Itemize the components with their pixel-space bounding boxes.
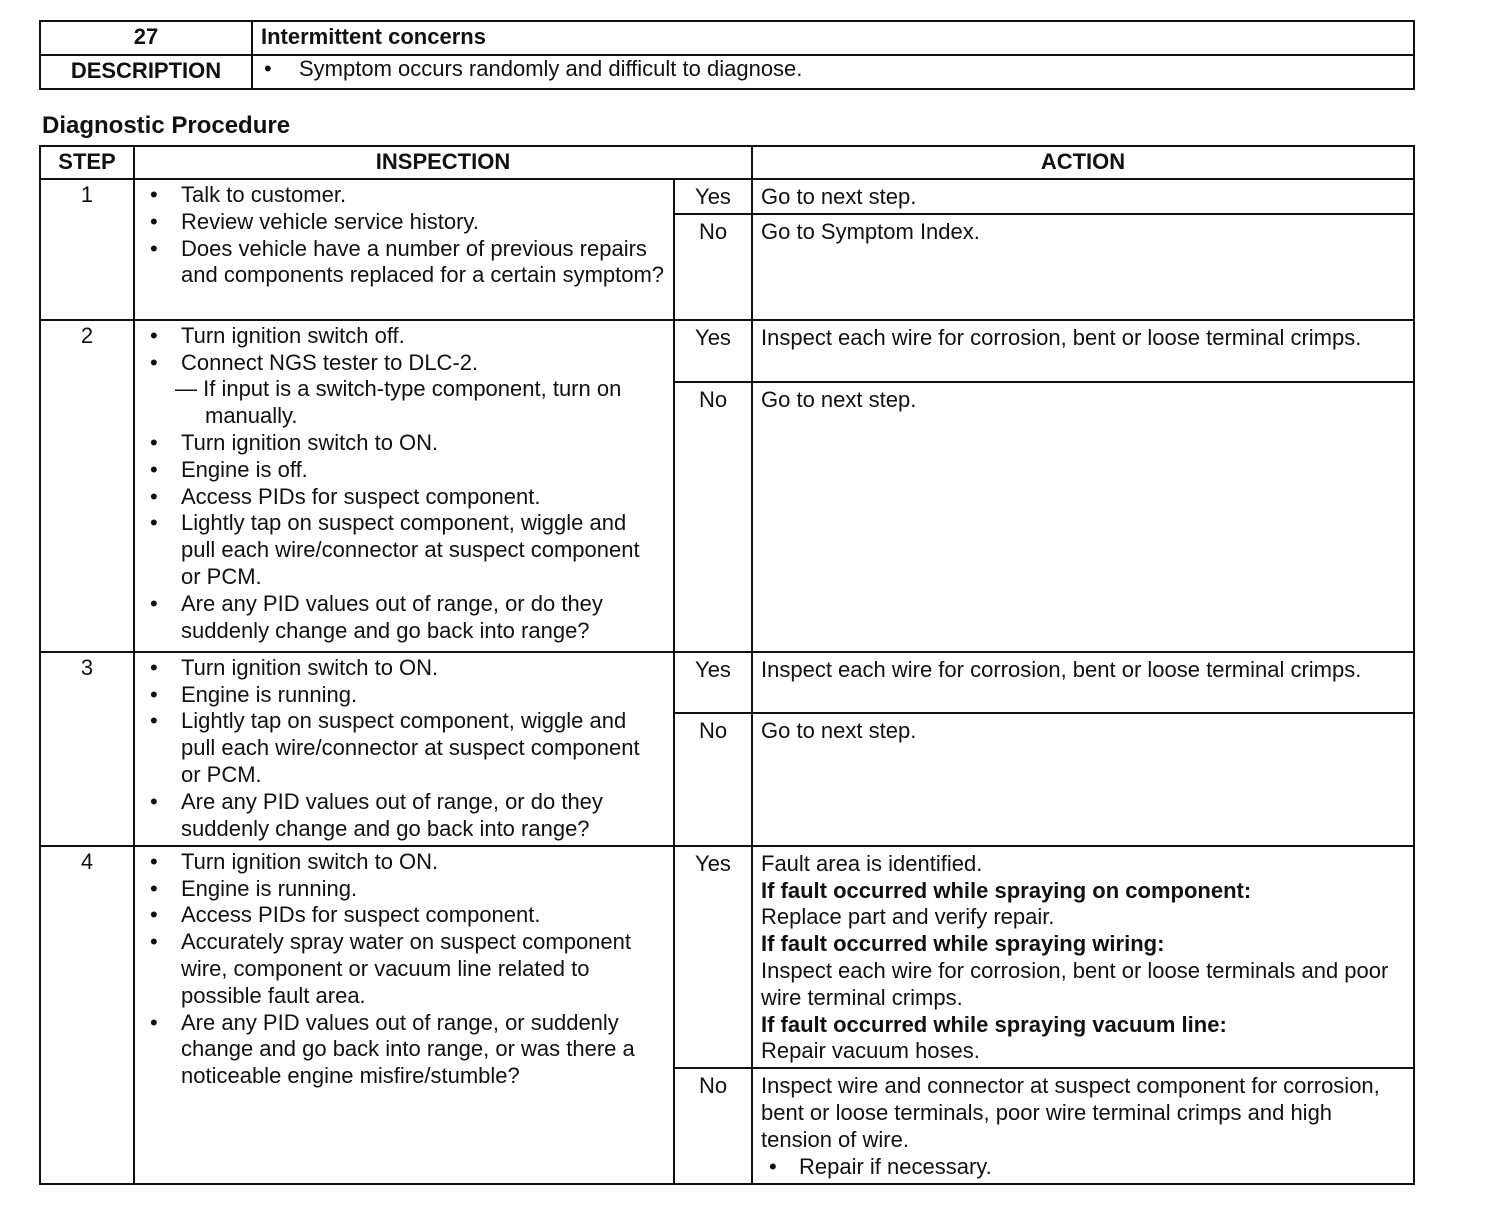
inspection-item: • Are any PID values out of range, or do they suddenly change and go back into range? bbox=[147, 591, 665, 645]
step-number: 4 bbox=[40, 846, 134, 1184]
description-text: • Symptom occurs randomly and difficult to diagnose. bbox=[261, 56, 1413, 83]
inspection-item: • Turn ignition switch off. bbox=[147, 323, 665, 350]
concern-title: Intermittent concerns bbox=[252, 21, 1414, 55]
description-cell bbox=[252, 55, 1414, 89]
no-label: No bbox=[674, 1068, 752, 1184]
no-action: Go to Symptom Index. bbox=[752, 214, 1414, 320]
step-inspection bbox=[134, 320, 674, 652]
step-number: 3 bbox=[40, 652, 134, 846]
inspection-item: • Access PIDs for suspect component. bbox=[147, 484, 665, 511]
no-action: Go to next step. bbox=[752, 382, 1414, 652]
inspection-header: INSPECTION bbox=[134, 146, 752, 179]
no-label: No bbox=[674, 214, 752, 320]
step-inspection bbox=[134, 179, 674, 320]
action-text: Repair vacuum hoses. bbox=[761, 1038, 980, 1064]
step-inspection bbox=[134, 846, 674, 1184]
inspection-item: • Review vehicle service history. bbox=[147, 209, 665, 236]
yes-label: Yes bbox=[674, 846, 752, 1068]
action-heading: If fault occurred while spraying on component: bbox=[761, 877, 1252, 903]
inspection-item: • Turn ignition switch to ON. bbox=[147, 655, 665, 682]
yes-label: Yes bbox=[674, 320, 752, 382]
step-header: STEP bbox=[40, 146, 134, 179]
yes-label: Yes bbox=[674, 652, 752, 713]
inspection-item: • Are any PID values out of range, or suddenly change and go back into range, or was there a noticeable engine misfire/stumble? bbox=[147, 1010, 665, 1090]
action-header: ACTION bbox=[752, 146, 1414, 179]
no-label: No bbox=[674, 713, 752, 846]
inspection-item: • Access PIDs for suspect component. bbox=[147, 902, 665, 929]
action-text: Inspect wire and connector at suspect component for corrosion, bent or loose terminals, poor wire terminal crimps and high tension of wire. bbox=[761, 1073, 1380, 1152]
step-number: 1 bbox=[40, 179, 134, 320]
no-action bbox=[752, 1068, 1414, 1184]
inspection-item: • Engine is off. bbox=[147, 457, 665, 484]
no-action: Go to next step. bbox=[752, 713, 1414, 846]
inspection-item: • Turn ignition switch to ON. bbox=[147, 849, 665, 876]
diagnostic-table bbox=[39, 145, 1415, 1185]
inspection-item: • Engine is running. bbox=[147, 876, 665, 903]
inspection-item: • Are any PID values out of range, or do they suddenly change and go back into range? bbox=[147, 789, 665, 843]
inspection-item: • Accurately spray water on suspect component wire, component or vacuum line related to possible fault area. bbox=[147, 929, 665, 1009]
section-title: Diagnostic Procedure bbox=[42, 112, 291, 139]
action-bullet: • Repair if necessary. bbox=[761, 1154, 1405, 1181]
inspection-item: • Lightly tap on suspect component, wiggle and pull each wire/connector at suspect component or PCM. bbox=[147, 708, 665, 788]
step-inspection bbox=[134, 652, 674, 846]
yes-action: Go to next step. bbox=[752, 179, 1414, 214]
header-table bbox=[39, 20, 1415, 90]
description-label: DESCRIPTION bbox=[40, 55, 252, 89]
step-number: 2 bbox=[40, 320, 134, 652]
action-text: Inspect each wire for corrosion, bent or loose terminals and poor wire terminal crimps. bbox=[761, 957, 1389, 1010]
concern-number: 27 bbox=[40, 21, 252, 55]
inspection-item: • Talk to customer. bbox=[147, 182, 665, 209]
action-heading: If fault occurred while spraying wiring: bbox=[761, 931, 1165, 957]
action-heading: If fault occurred while spraying vacuum line: bbox=[761, 1011, 1227, 1037]
inspection-item: • Lightly tap on suspect component, wiggle and pull each wire/connector at suspect component or PCM. bbox=[147, 510, 665, 590]
inspection-item: • Turn ignition switch to ON. bbox=[147, 430, 665, 457]
action-text: Fault area is identified. bbox=[761, 850, 983, 876]
yes-label: Yes bbox=[674, 179, 752, 214]
inspection-subitem: — If input is a switch-type component, turn on manually. bbox=[175, 376, 622, 429]
inspection-item: • Engine is running. bbox=[147, 682, 665, 709]
action-text: Replace part and verify repair. bbox=[761, 904, 1055, 930]
inspection-item: • Does vehicle have a number of previous repairs and components replaced for a certain symptom? bbox=[147, 236, 665, 290]
yes-action bbox=[752, 846, 1414, 1068]
inspection-item: • Connect NGS tester to DLC-2. bbox=[147, 350, 665, 377]
yes-action: Inspect each wire for corrosion, bent or loose terminal crimps. bbox=[752, 320, 1414, 382]
no-label: No bbox=[674, 382, 752, 652]
yes-action: Inspect each wire for corrosion, bent or loose terminal crimps. bbox=[752, 652, 1414, 713]
